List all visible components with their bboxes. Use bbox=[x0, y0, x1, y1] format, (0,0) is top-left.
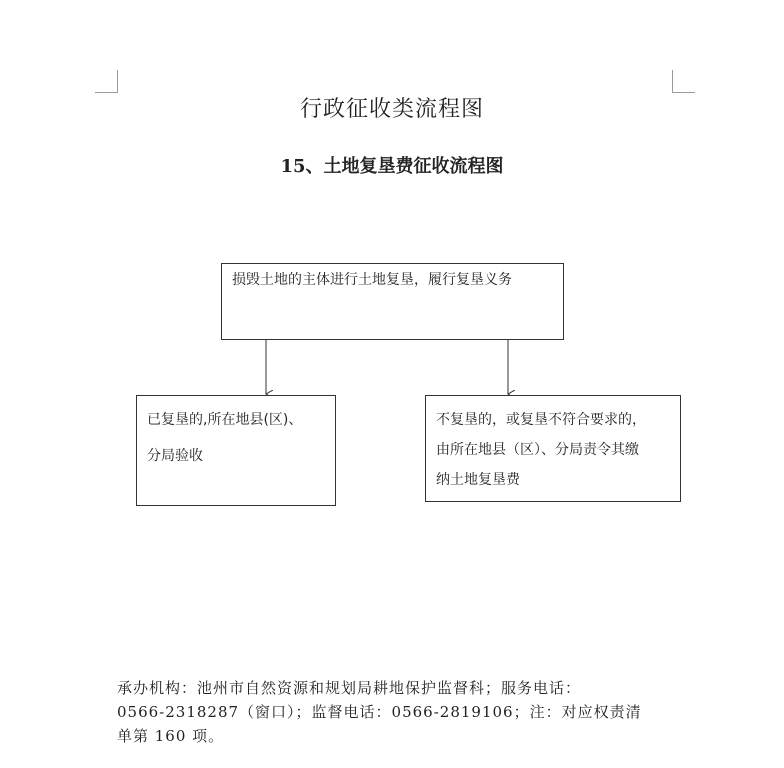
flow-box-start-text: 损毁土地的主体进行土地复垦，履行复垦义务 bbox=[232, 272, 512, 288]
flow-box-start bbox=[221, 263, 564, 340]
flowchart-subtitle: 15、土地复垦费征收流程图 bbox=[280, 156, 504, 177]
page-corner-mark-top-left bbox=[95, 70, 118, 93]
footer-line-3: 单第 160 项。 bbox=[117, 727, 225, 745]
footer-note bbox=[117, 676, 697, 748]
flow-box-reclaimed bbox=[136, 395, 336, 506]
flow-box-not-reclaimed-line2: 由所在地县（区）、分局责令其缴 bbox=[436, 442, 639, 458]
footer-line-1: 承办机构：池州市自然资源和规划局耕地保护监督科；服务电话： bbox=[117, 679, 582, 697]
flow-box-not-reclaimed bbox=[425, 395, 681, 502]
flow-box-reclaimed-line1: 已复垦的,所在地县(区)、 bbox=[147, 412, 303, 428]
page-title: 行政征收类流程图 bbox=[299, 97, 484, 122]
footer-line-2: 0566-2318287（窗口）；监督电话：0566-2819106；注：对应权责清 bbox=[117, 703, 642, 721]
flow-box-not-reclaimed-line3: 纳土地复垦费 bbox=[436, 472, 520, 488]
page-corner-mark-top-right bbox=[672, 70, 695, 93]
flow-box-not-reclaimed-line1: 不复垦的，或复垦不符合要求的， bbox=[436, 412, 646, 428]
flow-box-reclaimed-line2: 分局验收 bbox=[147, 448, 203, 464]
